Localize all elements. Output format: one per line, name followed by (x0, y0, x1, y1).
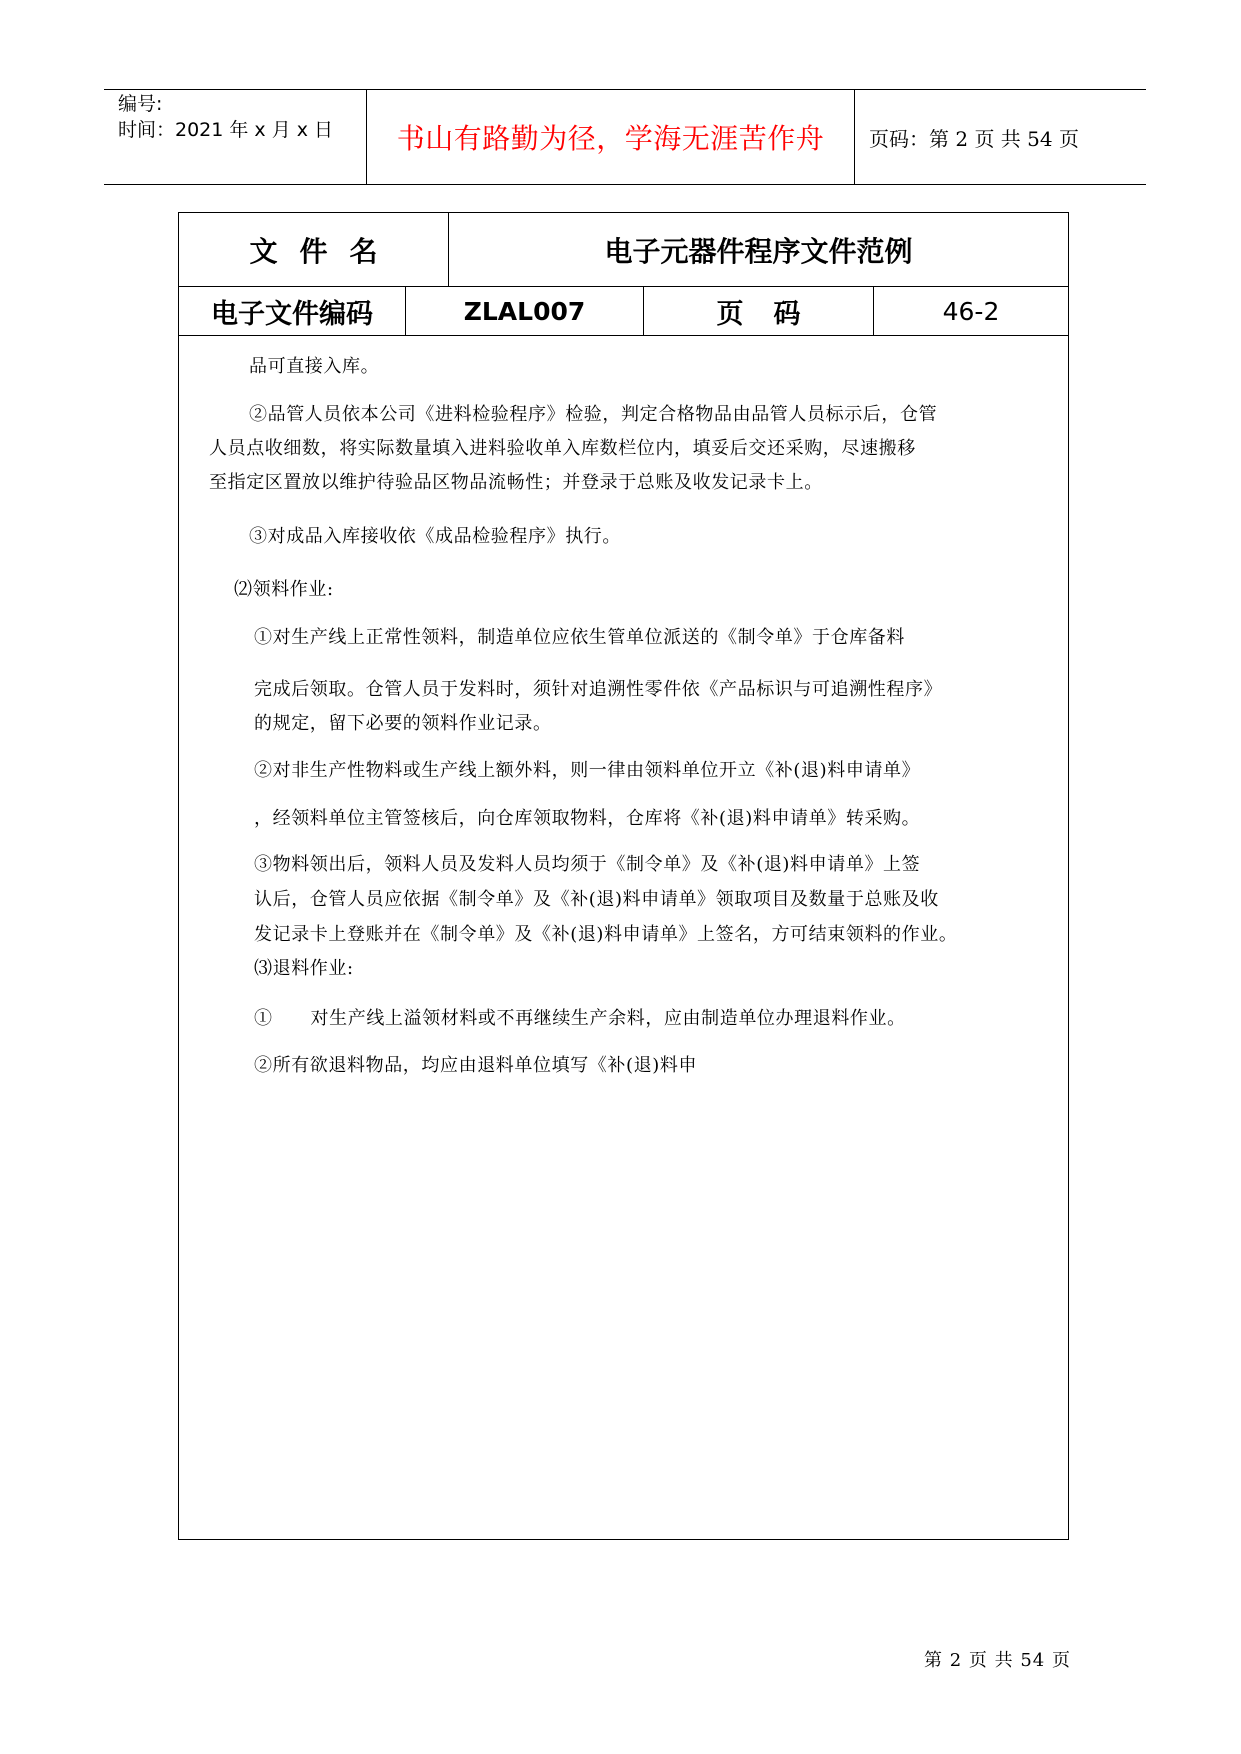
file-name-value: 电子元器件程序文件范例 (604, 234, 913, 268)
body-line: ① 对生产线上溢领材料或不再继续生产余料，应由制造单位办理退料作业。 (254, 1008, 906, 1029)
page-header (104, 89, 1146, 185)
body-line: ①对生产线上正常性领料，制造单位应依生管单位派送的《制令单》于仓库备料 (254, 627, 905, 648)
body-line: 发记录卡上登账并在《制令单》及《补(退)料申请单》上签名，方可结束领料的作业。 (254, 924, 958, 945)
header-meta (104, 90, 367, 184)
header-page-cell (855, 90, 1146, 184)
body-line: 人员点收细数，将实际数量填入进料验收单入库数栏位内，填妥后交还采购，尽速搬移 (209, 438, 916, 459)
code-row (179, 287, 1068, 336)
body-line: ，经领料单位主管签核后，向仓库领取物料，仓库将《补(退)料申请单》转采购。 (254, 808, 921, 829)
body-line: 完成后领取。仓管人员于发料时，须针对追溯性零件依《产品标识与可追溯性程序》 (254, 679, 943, 700)
serial-label: 编号: (118, 93, 163, 115)
time-label: 时间：2021 年 x 月 x 日 (118, 119, 334, 141)
body-line: 品可直接入库。 (249, 356, 380, 377)
file-name-row (179, 213, 1068, 287)
body-line: ②对非生产性物料或生产线上额外料，则一律由领料单位开立《补(退)料申请单》 (254, 760, 921, 781)
body-line: 至指定区置放以维护待验品区物品流畅性；并登录于总账及收发记录卡上。 (209, 472, 823, 493)
header-motto-cell (367, 90, 855, 184)
code-value: ZLAL007 (406, 287, 644, 335)
body-line: ③对成品入库接收依《成品检验程序》执行。 (249, 526, 621, 547)
body-line: 的规定，留下必要的领料作业记录。 (254, 713, 552, 734)
body-line: ②所有欲退料物品，均应由退料单位填写《补(退)料申 (254, 1055, 698, 1076)
section-heading: ⑵领料作业: (234, 579, 334, 600)
page-value: 46-2 (942, 296, 1000, 326)
file-name-label: 文件名 (179, 213, 449, 286)
page-label: 页码 (644, 287, 874, 335)
body-line: 认后，仓管人员应依据《制令单》及《补(退)料申请单》领取项目及数量于总账及收 (254, 889, 939, 910)
header-page-info: 页码：第 2 页 共 54 页 (869, 126, 1079, 151)
document-form (178, 212, 1069, 1540)
section-heading: ⑶退料作业: (254, 958, 354, 979)
body-line: ②品管人员依本公司《进料检验程序》检验，判定合格物品由品管人员标示后，仓管 (249, 404, 938, 425)
body-line: ③物料领出后，领料人员及发料人员均须于《制令单》及《补(退)料申请单》上签 (254, 854, 921, 875)
footer-page-number: 第 2 页 共 54 页 (924, 1650, 1071, 1671)
code-label: 电子文件编码 (179, 287, 406, 335)
motto: 书山有路勤为径，学海无涯苦作舟 (396, 122, 825, 155)
